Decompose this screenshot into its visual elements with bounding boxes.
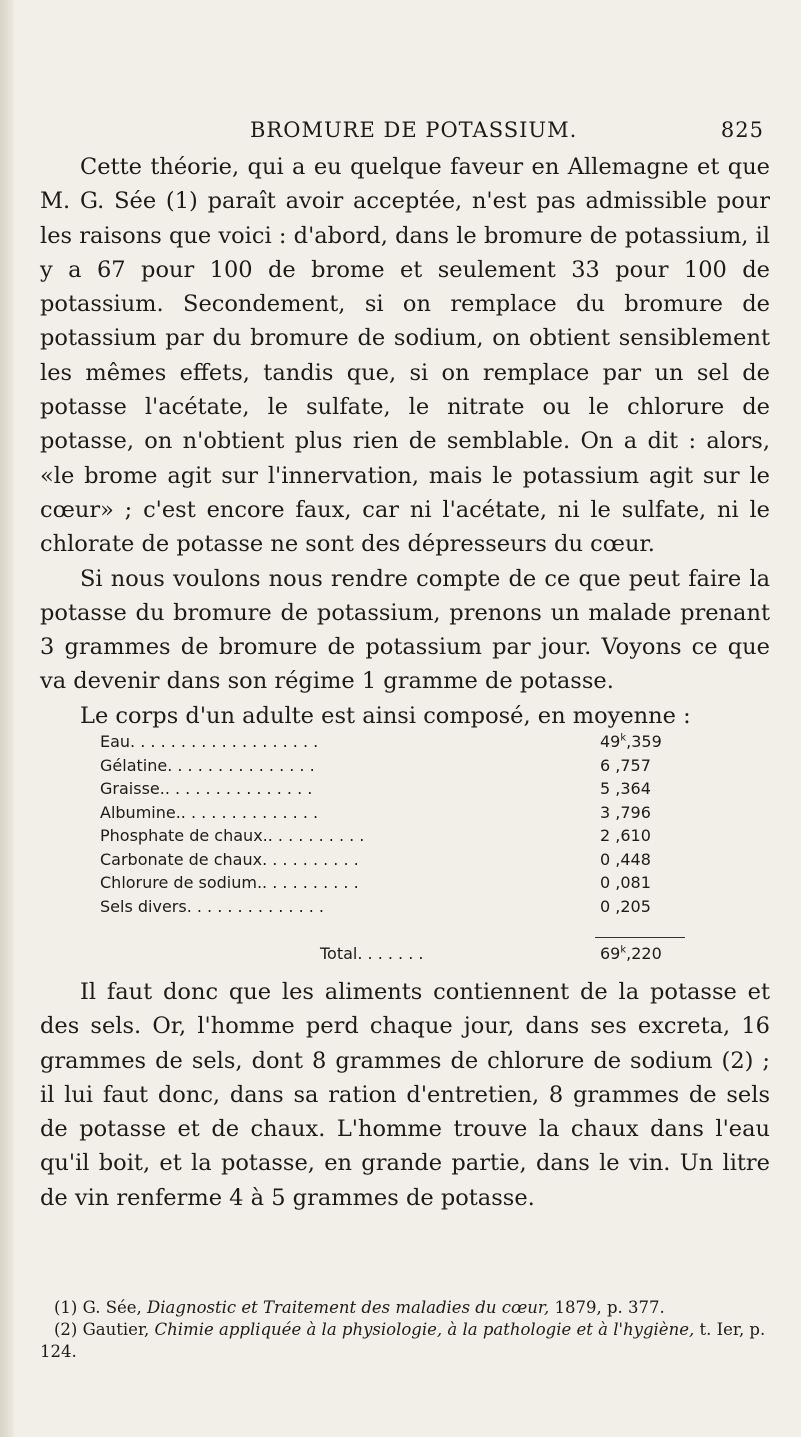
paragraph: Il faut donc que les aliments contiennent de la potasse et des sels. Or, l'homme perd chaque jour, dans ses excreta, 16 grammes de sels, dont 8 grammes de chlorure de sodium (2) ; il lui faut donc, dans sa ration d'entretien, 8 grammes de sels de potasse et de chaux. L'homme trouve la chaux dans l'eau qu'il boit, et la potasse, en grande partie, dans le vin. Un litre de vin renferme 4 à 5 grammes de potasse. (40, 979, 770, 1211)
footnote: (2) Gautier, Chimie appliquée à la physiologie, à la pathologie et à l'hygiène, t. Ier, p. 124. (40, 1320, 766, 1361)
table-row (100, 850, 720, 874)
paragraph: Cette théorie, qui a eu quelque faveur en Allemagne et que M. G. Sée (1) paraît avoir acceptée, n'est pas admissible pour les raisons que voici : d'abord, dans le bromure de potassium, il y a 67 pour 100 de brome et seulement 33 pour 100 de potassium. Secondement, si on remplace du bromure de potassium par du bromure de sodium, on obtient sensiblement les mêmes effets, tandis que, si on remplace par un sel de potasse l'acétate, le sulfate, le nitrate ou le chlorure de potasse, on n'obtient plus rien de semblable. On a dit : alors, «le brome agit sur l'innervation, mais le potassium agit sur le cœur» ; c'est encore faux, car ni l'acétate, ni le sulfate, ni le chlorate de potasse ne sont des dépresseurs du cœur. (40, 154, 770, 558)
component-name: Sels divers. . . . . . . . . . . . . . (100, 896, 325, 916)
component-value: 49$^k$,359 (600, 732, 662, 751)
component-value: 0 ,205 (600, 896, 651, 916)
component-name: Carbonate de chaux. . . . . . . . . . (100, 849, 359, 869)
component-value: 6 ,757 (600, 755, 651, 775)
table-row (100, 897, 720, 921)
component-value: 0 ,081 (600, 873, 651, 892)
component-value: 3 ,796 (600, 802, 651, 822)
component-name: Eau. . . . . . . . . . . . . . . . . . . (100, 732, 319, 751)
table-row (100, 803, 720, 827)
component-value: 0 ,448 (600, 849, 651, 869)
table-row (100, 732, 720, 756)
footnote: (1) G. Sée, Diagnostic et Traitement des maladies du cœur, 1879, p. 377. (54, 1298, 665, 1317)
footnotes (40, 1297, 770, 1363)
table-row (100, 826, 720, 850)
component-name: Albumine.. . . . . . . . . . . . . . (100, 802, 319, 822)
table-row (100, 873, 720, 897)
component-name: Graisse.. . . . . . . . . . . . . . . (100, 779, 313, 798)
paragraph: Si nous voulons nous rendre compte de ce que peut faire la potasse du bromure de potassium, prenons un malade prenant 3 grammes de bromure de potassium par jour. Voyons ce que va devenir dans son régime 1 gramme de potasse. (40, 565, 770, 695)
component-name: Chlorure de sodium.. . . . . . . . . . (100, 873, 359, 892)
top-paragraphs (40, 150, 770, 733)
component-name: Phosphate de chaux.. . . . . . . . . . (100, 826, 365, 845)
body-composition-table (100, 732, 720, 963)
page-number: 825 (720, 118, 764, 142)
component-value: 2 ,610 (600, 826, 651, 845)
total-label: Total. . . . . . . (320, 944, 424, 963)
bottom-paragraphs (40, 975, 770, 1215)
page-edge-shadow (0, 0, 14, 1437)
header-title: BROMURE DE POTASSIUM. (250, 118, 578, 142)
total-rule (595, 937, 685, 938)
total-row (100, 944, 720, 968)
total-value: 69$^k$,220 (600, 944, 662, 963)
component-value: 5 ,364 (600, 779, 651, 798)
table-row (100, 779, 720, 803)
paragraph: Le corps d'un adulte est ainsi composé, en moyenne : (80, 702, 691, 729)
table-row (100, 756, 720, 780)
component-name: Gélatine. . . . . . . . . . . . . . . (100, 755, 315, 775)
